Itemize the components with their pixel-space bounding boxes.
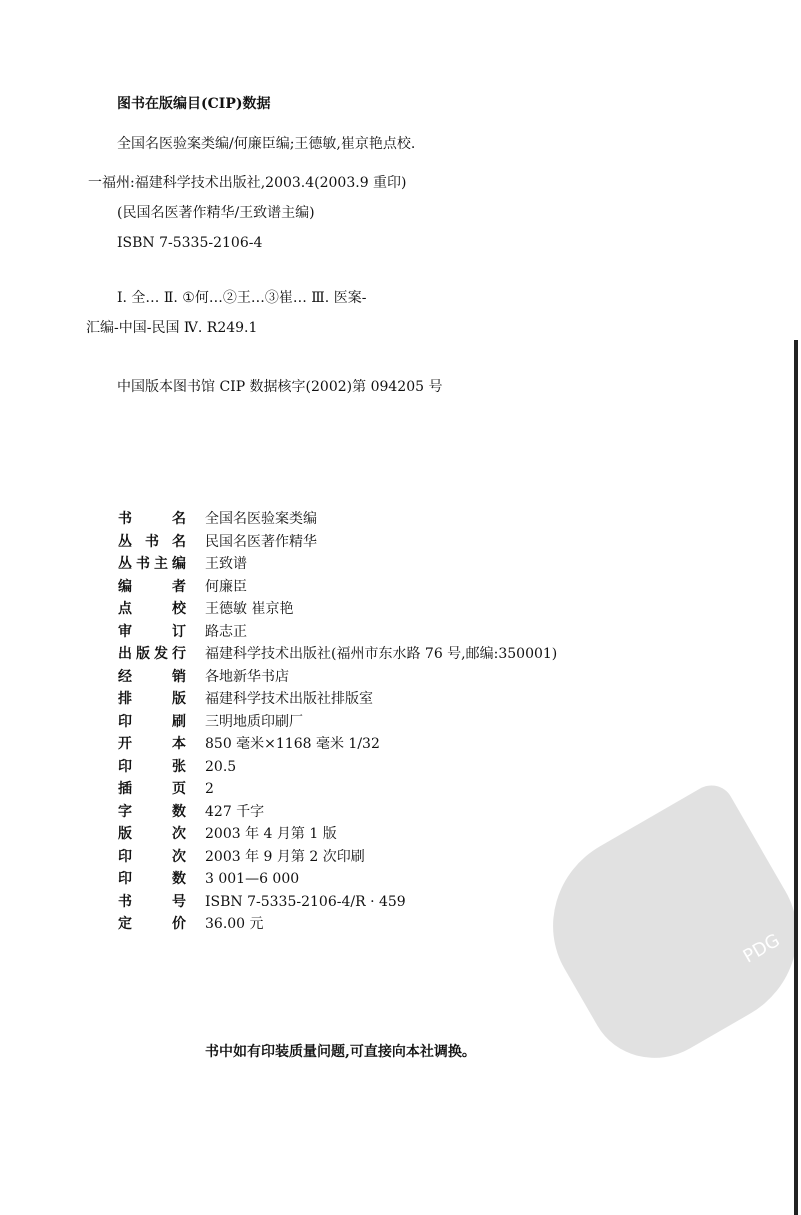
colophon-value: 427 千字	[205, 803, 265, 820]
colophon-row	[118, 600, 788, 618]
colophon-label: 书名	[118, 511, 186, 527]
classification-line: 汇编-中国-民国 Ⅳ. R249.1	[86, 320, 258, 336]
colophon-label: 排版	[118, 691, 186, 707]
classification-line: Ⅰ. 全… Ⅱ. ①何…②王…③崔… Ⅲ. 医案-	[117, 290, 367, 306]
colophon-value: 850 毫米×1168 毫米 1/32	[205, 736, 380, 752]
colophon-value: 路志正	[205, 623, 247, 640]
colophon-value: 20.5	[205, 758, 237, 775]
quality-notice: 书中如有印装质量问题,可直接向本社调换。	[205, 1044, 476, 1060]
colophon-label: 印刷	[118, 713, 186, 730]
colophon-row	[118, 735, 788, 753]
colophon-label: 点校	[118, 601, 186, 617]
colophon-value: 民国名医著作精华	[205, 533, 317, 550]
colophon-row	[118, 510, 788, 528]
colophon-row	[118, 713, 788, 731]
cip-line: ISBN 7-5335-2106-4	[117, 235, 263, 251]
colophon-value: 福建科学技术出版社排版室	[205, 691, 373, 707]
cip-line: 一福州:福建科学技术出版社,2003.4(2003.9 重印)	[88, 175, 407, 191]
colophon-row	[118, 623, 788, 641]
colophon-label: 版次	[118, 826, 186, 842]
colophon-label: 定价	[118, 916, 186, 932]
watermark-seal	[520, 777, 801, 1083]
cip-heading: 图书在版编目(CIP)数据	[117, 96, 271, 112]
colophon-label: 经销	[118, 668, 186, 685]
colophon-value: 王德敏 崔京艳	[205, 601, 294, 617]
colophon-value: 3 001—6 000	[205, 871, 300, 887]
watermark-text: PDG	[739, 929, 784, 968]
colophon-value: 2	[205, 781, 214, 797]
colophon-label: 审订	[118, 623, 186, 640]
scan-edge	[794, 340, 798, 1215]
colophon-value: 全国名医验案类编	[205, 511, 317, 527]
cip-line: 全国名医验案类编/何廉臣编;王德敏,崔京艳点校.	[117, 136, 416, 152]
colophon-value: 何廉臣	[205, 578, 247, 595]
colophon-label: 书号	[118, 893, 186, 910]
colophon-value: ISBN 7-5335-2106-4/R · 459	[205, 893, 406, 910]
colophon-row	[118, 578, 788, 596]
colophon-label: 印次	[118, 848, 186, 865]
colophon-label: 字数	[118, 803, 186, 820]
cip-line: (民国名医著作精华/王致谱主编)	[117, 205, 315, 221]
colophon-value: 三明地质印刷厂	[205, 713, 303, 730]
colophon-row	[118, 758, 788, 776]
colophon-value: 福建科学技术出版社(福州市东水路 76 号,邮编:350001)	[205, 646, 558, 662]
colophon-row	[118, 555, 788, 573]
cip-number: 中国版本图书馆 CIP 数据核字(2002)第 094205 号	[117, 379, 443, 395]
colophon-label: 插页	[118, 781, 186, 797]
colophon-row	[118, 533, 788, 551]
colophon-row	[118, 690, 788, 708]
colophon-value: 36.00 元	[205, 916, 264, 932]
colophon-value: 2003 年 4 月第 1 版	[205, 826, 337, 842]
colophon-label: 印数	[118, 871, 186, 887]
colophon-label: 印张	[118, 758, 186, 775]
colophon-label: 开本	[118, 736, 186, 752]
colophon-label: 丛书主编	[118, 556, 186, 572]
colophon-label: 出版发行	[118, 646, 186, 662]
colophon-label: 丛书名	[118, 533, 186, 550]
colophon-label: 编者	[118, 578, 186, 595]
colophon-value: 各地新华书店	[205, 668, 289, 685]
colophon-value: 2003 年 9 月第 2 次印刷	[205, 848, 365, 865]
colophon-row	[118, 645, 788, 663]
colophon-value: 王致谱	[205, 556, 247, 572]
colophon-row	[118, 668, 788, 686]
